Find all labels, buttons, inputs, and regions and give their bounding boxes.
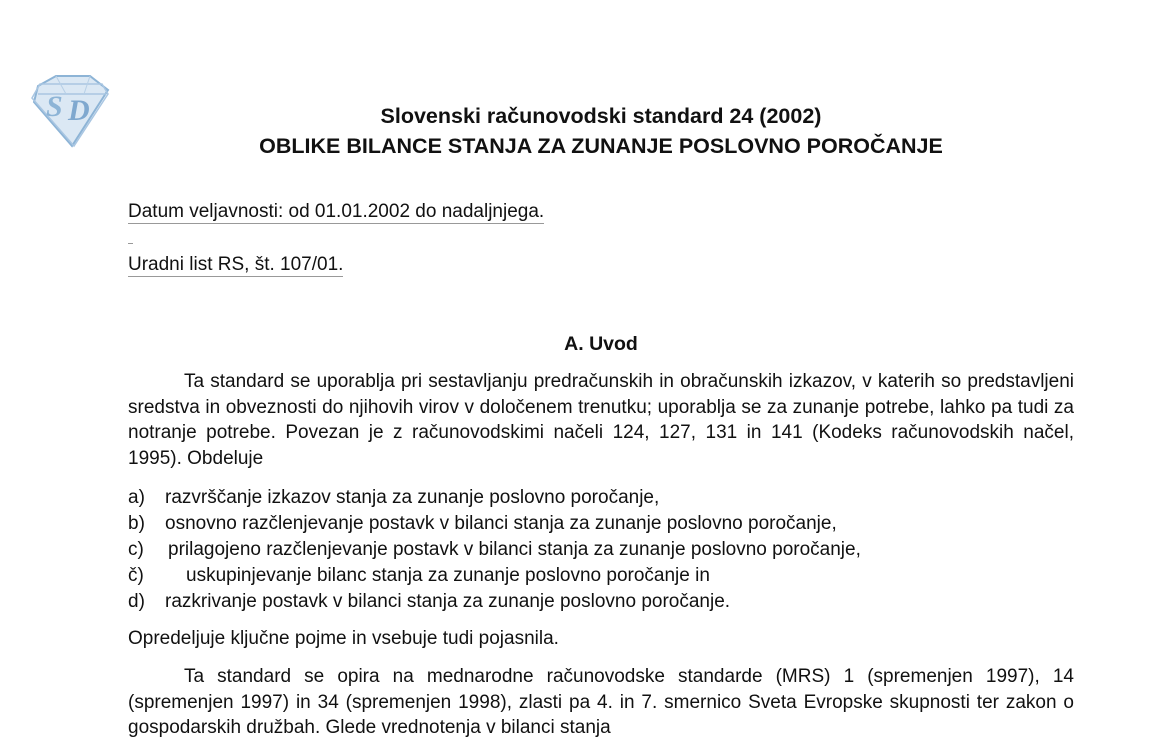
validity-date[interactable] <box>128 201 544 223</box>
basis-text: Ta standard se opira na mednarodne računovodske standarde (MRS) 1 (spremenjen 1997), 14 (spremenjen 1997) in 34 (spremenjen 1998), zlasti pa 4. in 7. smernico Sveta Evropske skupnosti ter zakon o gospodarskih družbah. Glede vrednotenja v bilanci stanja <box>128 666 1074 738</box>
svg-text:D: D <box>68 94 90 127</box>
list-item <box>128 511 1074 537</box>
list-marker: c) <box>128 539 144 560</box>
definition-paragraph: Opredeljuje ključne pojme in vsebuje tudi pojasnila. <box>128 628 559 649</box>
basis-paragraph <box>128 664 1074 741</box>
official-gazette-text[interactable]: Uradni list RS, št. 107/01. <box>128 254 344 275</box>
list-item-text: razkrivanje postavk v bilanci stanja za zunanje poslovno poročanje. <box>165 591 731 612</box>
intro-paragraph <box>128 369 1074 471</box>
list-item <box>128 485 1074 511</box>
list-marker: b) <box>128 513 145 534</box>
list-item <box>128 563 1074 589</box>
list-item-text: prilagojeno razčlenjevanje postavk v bilanci stanja za zunanje poslovno poročanje, <box>168 539 861 560</box>
intro-text: Ta standard se uporablja pri sestavljanju predračunskih in obračunskih izkazov, v katerih so predstavljeni sredstva in obveznosti do njihovih virov v določenem trenutku; uporablja se za zunanje potrebe, lahko pa tudi za notranje potrebe. Povezan je z računovodskimi načeli 124, 127, 131 in 141 (Kodeks računovodskih načel, 1995). Obdeluje <box>128 371 1074 469</box>
section-heading: A. Uvod <box>564 333 638 355</box>
list-marker: a) <box>128 487 145 508</box>
document-subtitle: OBLIKE BILANCE STANJA ZA ZUNANJE POSLOVNO POROČANJE <box>259 134 943 158</box>
list-item-text: osnovno razčlenjevanje postavk v bilanci stanja za zunanje poslovno poročanje, <box>165 513 837 534</box>
scope-list <box>128 485 1074 615</box>
validity-date-text[interactable]: Datum veljavnosti: od 01.01.2002 do nadaljnjega. <box>128 201 545 222</box>
list-item <box>128 589 1074 615</box>
official-gazette[interactable] <box>128 254 343 276</box>
underline-fragment <box>128 243 133 244</box>
svg-text:S: S <box>46 90 63 123</box>
list-marker: č) <box>128 565 144 586</box>
diamond-sd-logo-icon <box>28 72 112 152</box>
list-item-text: uskupinjevanje bilanc stanja za zunanje poslovno poročanje in <box>186 565 710 586</box>
list-item <box>128 537 1074 563</box>
list-item-text: razvrščanje izkazov stanja za zunanje poslovno poročanje, <box>165 487 660 508</box>
document-title: Slovenski računovodski standard 24 (2002) <box>380 104 822 128</box>
list-marker: d) <box>128 591 145 612</box>
logo <box>28 72 112 152</box>
